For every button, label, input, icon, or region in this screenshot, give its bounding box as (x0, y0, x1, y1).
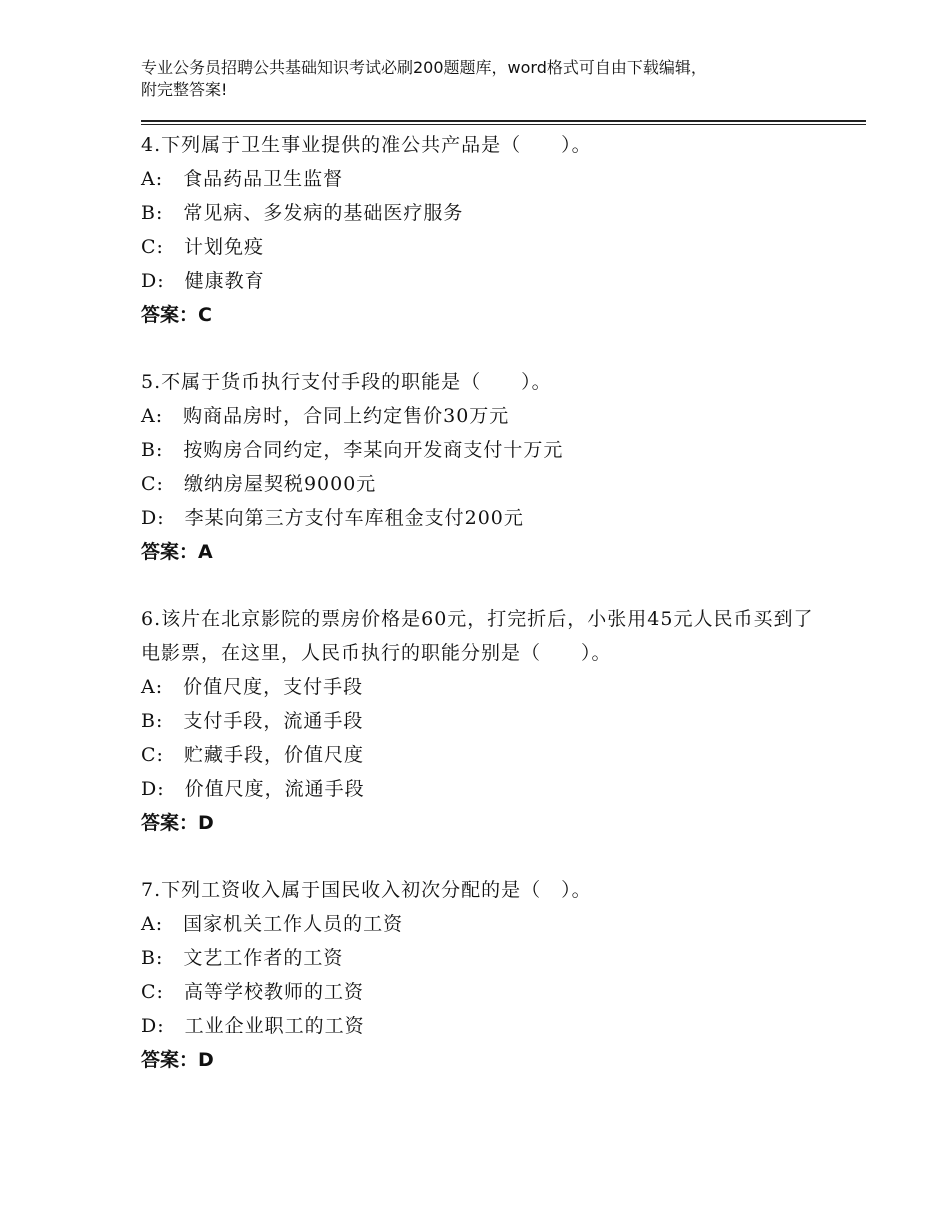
option-c: C: 贮藏手段，价值尺度 (141, 744, 364, 766)
question-7 (141, 873, 831, 1077)
answer-text: 答案：A (141, 541, 213, 563)
question-stem: 7.下列工资收入属于国民收入初次分配的是（ ）。 (141, 879, 592, 901)
question-list (141, 128, 831, 1110)
option-a: A: 购商品房时，合同上约定售价30万元 (141, 405, 510, 427)
question-6 (141, 602, 831, 840)
option-c: C: 缴纳房屋契税9000元 (141, 473, 377, 495)
header-divider-thick (141, 120, 866, 122)
option-b: B: 支付手段，流通手段 (141, 710, 364, 732)
option-c: C: 高等学校教师的工资 (141, 981, 364, 1003)
option-d: D: 健康教育 (141, 270, 265, 292)
option-b: B: 按购房合同约定，李某向开发商支付十万元 (141, 439, 564, 461)
question-5 (141, 365, 831, 569)
answer-text: 答案：C (141, 304, 212, 326)
header-line-2: 附完整答案! (141, 80, 228, 99)
question-stem: 5.不属于货币执行支付手段的职能是（ ）。 (141, 371, 552, 393)
option-d: D: 李某向第三方支付车库租金支付200元 (141, 507, 524, 529)
document-header (141, 57, 841, 101)
option-b: B: 文艺工作者的工资 (141, 947, 344, 969)
question-4 (141, 128, 831, 332)
option-a: A: 食品药品卫生监督 (141, 168, 344, 190)
option-c: C: 计划免疫 (141, 236, 264, 258)
question-stem: 4.下列属于卫生事业提供的准公共产品是（ ）。 (141, 134, 592, 156)
header-line-1: 专业公务员招聘公共基础知识考试必刷200题题库，word格式可自由下载编辑， (141, 58, 707, 77)
answer-text: 答案：D (141, 812, 214, 834)
header-divider-thin (141, 124, 866, 125)
question-stem: 6.该片在北京影院的票房价格是60元，打完折后，小张用45元人民币买到了电影票，在这里，人民币执行的职能分别是（ ）。 (141, 608, 814, 664)
option-d: D: 价值尺度，流通手段 (141, 778, 365, 800)
option-a: A: 价值尺度，支付手段 (141, 676, 364, 698)
option-d: D: 工业企业职工的工资 (141, 1015, 365, 1037)
answer-text: 答案：D (141, 1049, 214, 1071)
option-b: B: 常见病、多发病的基础医疗服务 (141, 202, 464, 224)
option-a: A: 国家机关工作人员的工资 (141, 913, 404, 935)
